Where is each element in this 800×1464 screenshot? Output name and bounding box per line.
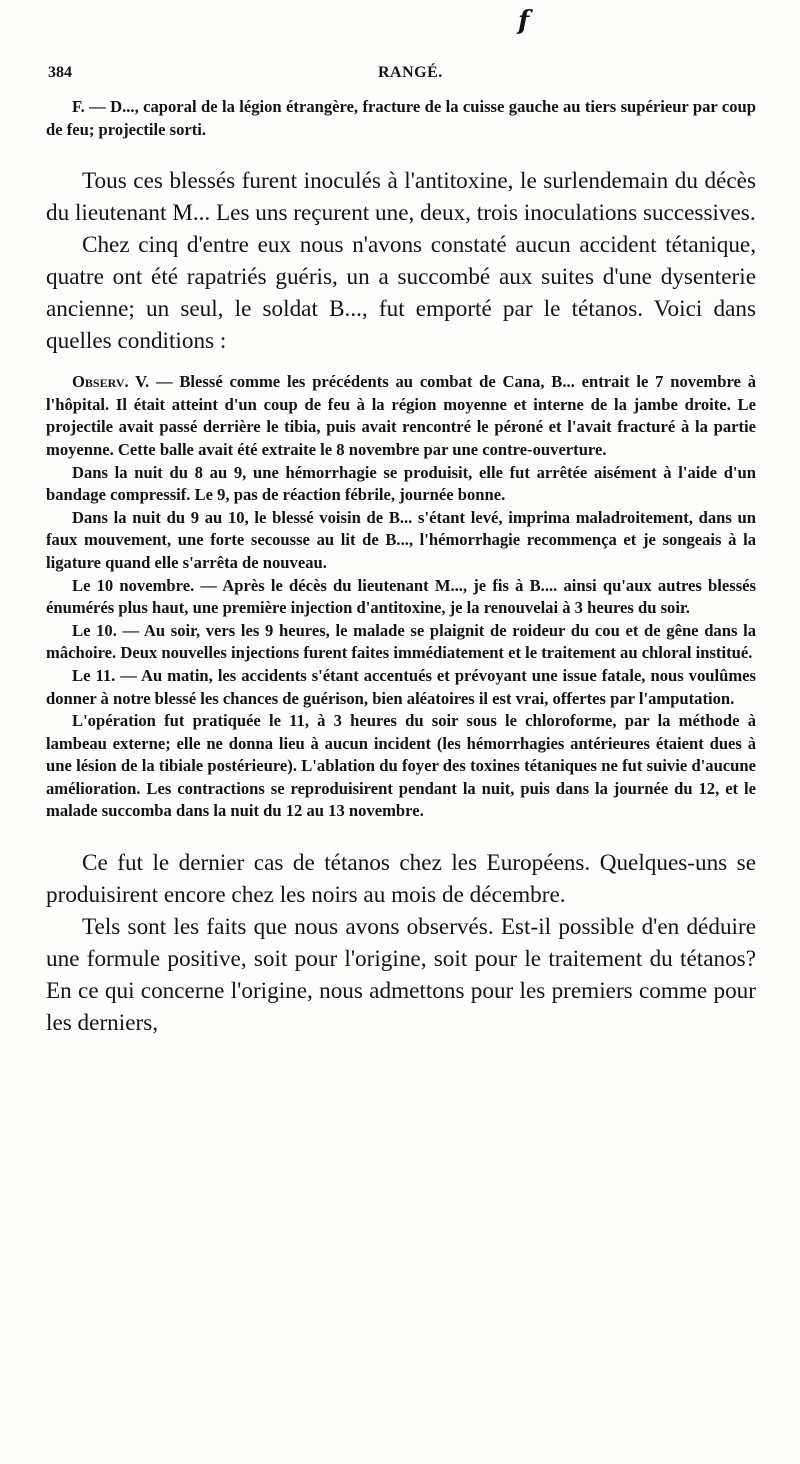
observation-paragraph bbox=[46, 371, 756, 461]
observation-paragraph: Le 10. — Au soir, vers les 9 heures, le malade se plaignit de roideur du cou et de gêne dans la mâchoire. Deux nouvelles injections furent faites immédiatement et le traitement au chloral institué. bbox=[46, 620, 756, 663]
page-body bbox=[46, 96, 756, 1039]
case-paragraph: F. — D..., caporal de la légion étrangère, fracture de la cuisse gauche au tiers supérieur par coup de feu; projectile sorti. bbox=[46, 97, 756, 139]
observation-paragraph: Dans la nuit du 8 au 9, une hémorrhagie se produisit, elle fut arrêtée aisément à l'aide d'un bandage compressif. Le 9, pas de réaction fébrile, journée bonne. bbox=[46, 462, 756, 505]
observation-paragraph: Le 10 novembre. — Après le décès du lieutenant M..., je fis à B.... ainsi qu'aux autres blessés énumérés plus haut, une première injection d'antitoxine, je la renouvelai à 3 heures du soir. bbox=[46, 575, 756, 618]
observation-text: — Blessé comme les précédents au combat de Cana, B... entrait le 7 novembre à l'hôpital. Il était atteint d'un coup de feu à la région moyenne et interne de la jambe droite. Le projectile avait passé derrière le tibia, puis avait rencontré le péroné et l'avait fracturé à la partie moyenne. Cette balle avait été extraite le 8 novembre par une contre-ouverture. bbox=[46, 372, 756, 459]
page-number: 384 bbox=[48, 64, 72, 81]
observation-paragraph: Dans la nuit du 9 au 10, le blessé voisin de B... s'étant levé, imprima maladroitement, dans un faux mouvement, une forte secousse au lit de B..., l'hémorrhagie recommença et je songeais à la ligature quand elle s'arrêta de nouveau. bbox=[46, 507, 756, 572]
observation-label: Observ. V. bbox=[72, 372, 150, 392]
body-paragraph: Tous ces blessés furent inoculés à l'antitoxine, le surlendemain du décès du lieutenant M... Les uns reçurent une, deux, trois inoculations successives. bbox=[46, 168, 756, 227]
body-paragraph: Ce fut le dernier cas de tétanos chez les Européens. Quelques-uns se produisirent encore chez les noirs au mois de décembre. bbox=[46, 850, 756, 909]
observation-paragraph: Le 11. — Au matin, les accidents s'étant accentués et prévoyant une issue fatale, nous voulûmes donner à notre blessé les chances de guérison, bien aléatoires il est vrai, offertes par l'amputation. bbox=[46, 665, 756, 708]
running-header bbox=[48, 64, 758, 88]
body-paragraph: Chez cinq d'entre eux nous n'avons constaté aucun accident tétanique, quatre ont été rapatriés guéris, un a succombé aux suites d'une dysenterie ancienne; un seul, le soldat B..., fut emporté par le tétanos. Voici dans quelles conditions : bbox=[46, 232, 756, 355]
body-paragraph: Tels sont les faits que nous avons observés. Est-il possible d'en déduire une formule positive, soit pour l'origine, soit pour le traitement du tétanos? En ce qui concerne l'origine, nous admettons pour les premiers comme pour les derniers, bbox=[46, 914, 756, 1037]
observation-paragraph: L'opération fut pratiquée le 11, à 3 heures du soir sous le chloroforme, par la méthode à lambeau externe; elle ne donna lieu à aucun incident (les hémorrhagies antérieures étaient dues à une lésion de la tibiale postérieure). L'ablation du foyer des toxines tétaniques ne fut suivie d'aucune amélioration. Les contractions se reproduisirent pendant la nuit, puis dans la journée du 12, et le malade succomba dans la nuit du 12 au 13 novembre. bbox=[46, 711, 756, 821]
ink-mark: f bbox=[518, 6, 530, 36]
running-title: RANGÉ. bbox=[378, 64, 443, 81]
